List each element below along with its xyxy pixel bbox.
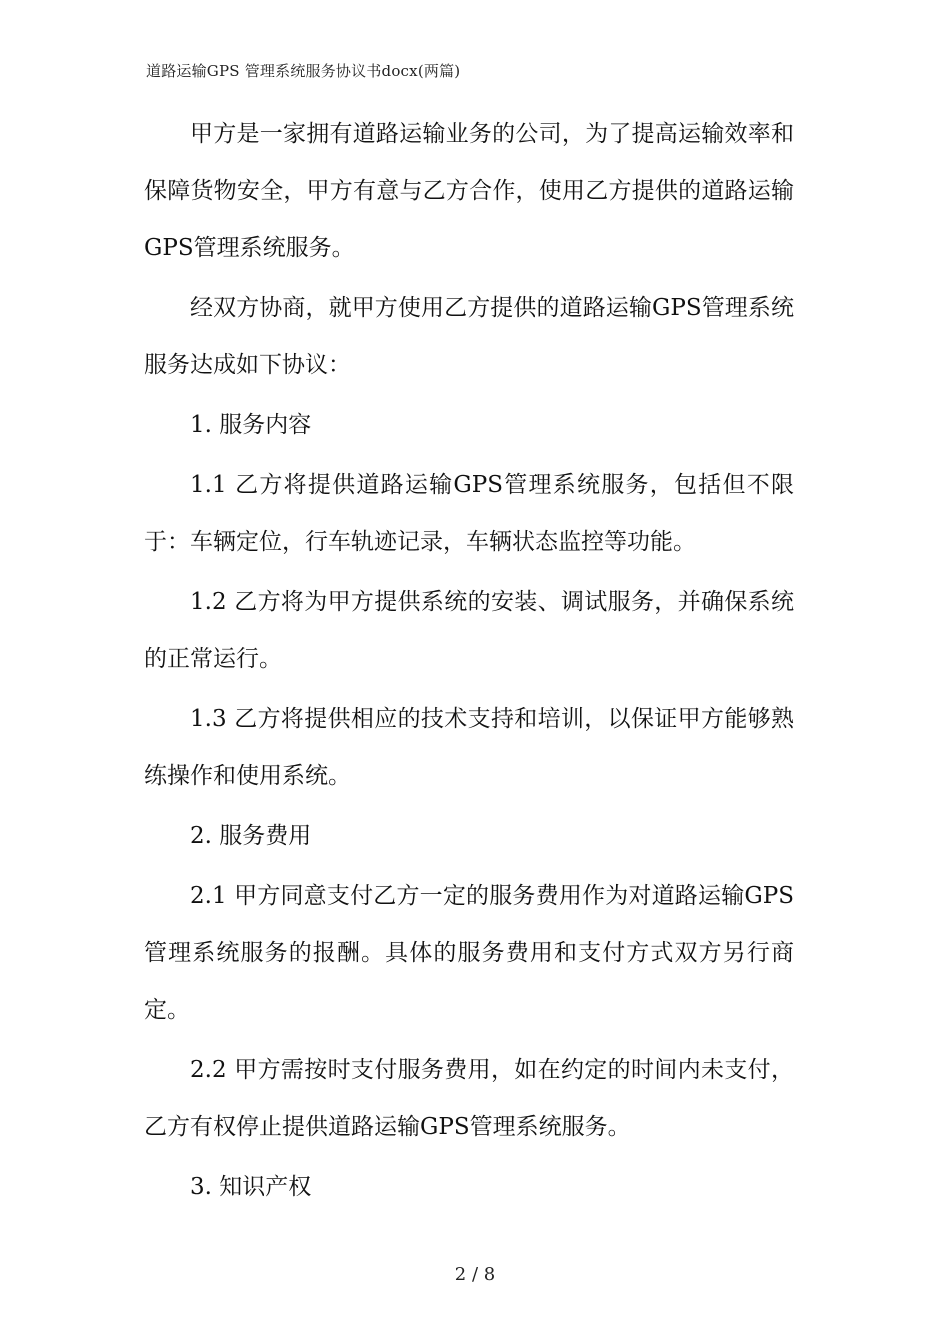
section-heading-ip: 3. 知识产权 xyxy=(190,1174,312,1200)
paragraph-agreement: 经双方协商，就甲方使用乙方提供的道路运输GPS管理系统服务达成如下协议： xyxy=(144,295,794,378)
document-body xyxy=(144,106,794,1219)
clause-1-1: 1.1 乙方将提供道路运输GPS管理系统服务，包括但不限于：车辆定位，行车轨迹记录，车辆状态监控等功能。 xyxy=(144,472,794,555)
section-heading-service-fee: 2. 服务费用 xyxy=(190,823,312,849)
document-header: 道路运输GPS 管理系统服务协议书docx(两篇) xyxy=(146,62,461,80)
section-heading-service-content: 1. 服务内容 xyxy=(190,412,312,438)
page-number: 2 / 8 xyxy=(454,1264,496,1285)
clause-1-2: 1.2 乙方将为甲方提供系统的安装、调试服务，并确保系统的正常运行。 xyxy=(144,589,794,672)
paragraph-intro: 甲方是一家拥有道路运输业务的公司，为了提高运输效率和保障货物安全，甲方有意与乙方合作，使用乙方提供的道路运输GPS管理系统服务。 xyxy=(144,121,794,261)
clause-2-1: 2.1 甲方同意支付乙方一定的服务费用作为对道路运输GPS管理系统服务的报酬。具体的服务费用和支付方式双方另行商定。 xyxy=(144,883,794,1023)
clause-2-2: 2.2 甲方需按时支付服务费用，如在约定的时间内未支付，乙方有权停止提供道路运输GPS管理系统服务。 xyxy=(144,1057,794,1140)
clause-1-3: 1.3 乙方将提供相应的技术支持和培训，以保证甲方能够熟练操作和使用系统。 xyxy=(144,706,794,789)
